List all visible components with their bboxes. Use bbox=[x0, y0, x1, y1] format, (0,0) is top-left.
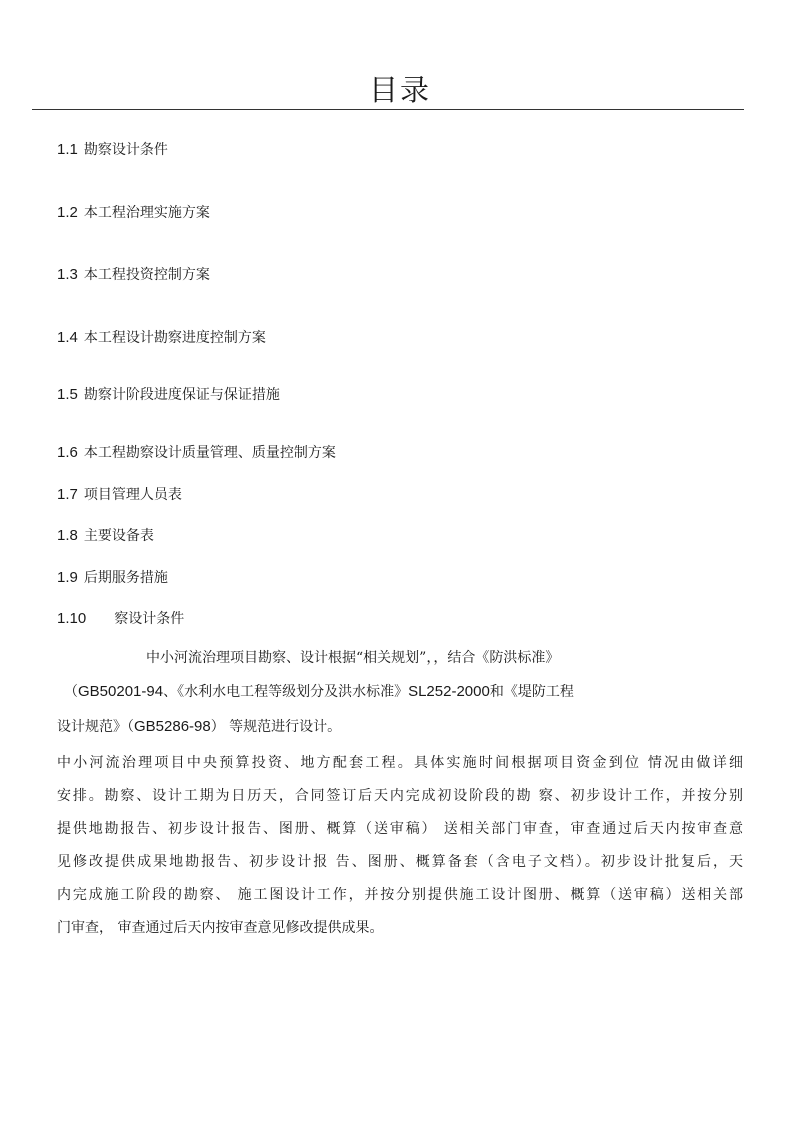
intro-text: 和《堤防工程 bbox=[489, 684, 574, 700]
toc-text: 本工程设计勘察进度控制方案 bbox=[83, 330, 266, 346]
toc-item bbox=[57, 607, 184, 631]
toc-text: 勘察设计条件 bbox=[83, 142, 168, 158]
standard-code: SL252-2000 bbox=[408, 683, 490, 700]
toc-number: 1.10 bbox=[57, 610, 87, 627]
toc-number: 1.6 bbox=[57, 444, 78, 461]
paragraph-line: 见修改提供成果地勘报告、初步设计报 告、图册、概算备套（含电子文档）。初步设计批复后，天 bbox=[57, 854, 743, 870]
intro-text: ） 等规范进行设计。 bbox=[210, 719, 342, 735]
toc-item bbox=[57, 566, 168, 590]
toc-number: 1.3 bbox=[57, 266, 78, 283]
toc-text: 本工程勘察设计质量管理、质量控制方案 bbox=[83, 445, 336, 461]
toc-text: 本工程治理实施方案 bbox=[83, 205, 210, 221]
intro-line bbox=[57, 715, 341, 739]
intro-line bbox=[64, 680, 574, 704]
toc-number: 1.5 bbox=[57, 386, 78, 403]
intro-text: （ bbox=[64, 684, 78, 700]
toc-number: 1.9 bbox=[57, 569, 78, 586]
toc-text: 项目管理人员表 bbox=[83, 487, 182, 503]
toc-number: 1.8 bbox=[57, 527, 78, 544]
intro-text: 设计规范》（ bbox=[57, 719, 134, 735]
toc-text: 勘察计阶段进度保证与保证措施 bbox=[83, 387, 280, 403]
toc-item bbox=[57, 263, 210, 287]
toc-number: 1.4 bbox=[57, 329, 78, 346]
paragraph-line: 门审查， 审查通过后天内按审查意见修改提供成果。 bbox=[57, 920, 384, 936]
toc-text: 主要设备表 bbox=[83, 528, 154, 544]
paragraph-line: 提供地勘报告、初步设计报告、图册、概算（送审稿） 送相关部门审查，审查通过后天内按审查意 bbox=[57, 821, 743, 837]
toc-number: 1.2 bbox=[57, 204, 78, 221]
title-divider bbox=[32, 109, 744, 110]
paragraph-line: 内完成施工阶段的勘察、 施工图设计工作，并按分别提供施工设计图册、概算（送审稿）送相关部 bbox=[57, 887, 743, 903]
toc-number: 1.7 bbox=[57, 486, 78, 503]
intro-text: 、《水利水电工程等级划分及洪水标准》 bbox=[163, 684, 409, 700]
page-title: 目录 bbox=[368, 73, 431, 107]
toc-text: 后期服务措施 bbox=[83, 570, 168, 586]
standard-code: GB5286-98 bbox=[134, 718, 211, 735]
toc-item bbox=[57, 326, 266, 350]
toc-item bbox=[57, 524, 154, 548]
toc-item bbox=[57, 441, 336, 465]
standard-code: GB50201-94 bbox=[78, 683, 164, 700]
toc-item bbox=[57, 138, 168, 162]
toc-text: 察设计条件 bbox=[114, 611, 185, 627]
toc-item bbox=[57, 383, 280, 407]
intro-line: 中小河流治理项目勘察、设计根据“相关规划”，，结合《防洪标准》 bbox=[146, 650, 560, 666]
paragraph-line: 中小河流治理项目中央预算投资、地方配套工程。具体实施时间根据项目资金到位 情况由做详细 bbox=[57, 755, 743, 771]
toc-item bbox=[57, 201, 210, 225]
toc-item bbox=[57, 483, 182, 507]
paragraph-line: 安排。勘察、设计工期为日历天，合同签订后天内完成初设阶段的勘 察、初步设计工作，并按分别 bbox=[57, 788, 743, 804]
toc-text: 本工程投资控制方案 bbox=[83, 267, 210, 283]
toc-number: 1.1 bbox=[57, 141, 78, 158]
